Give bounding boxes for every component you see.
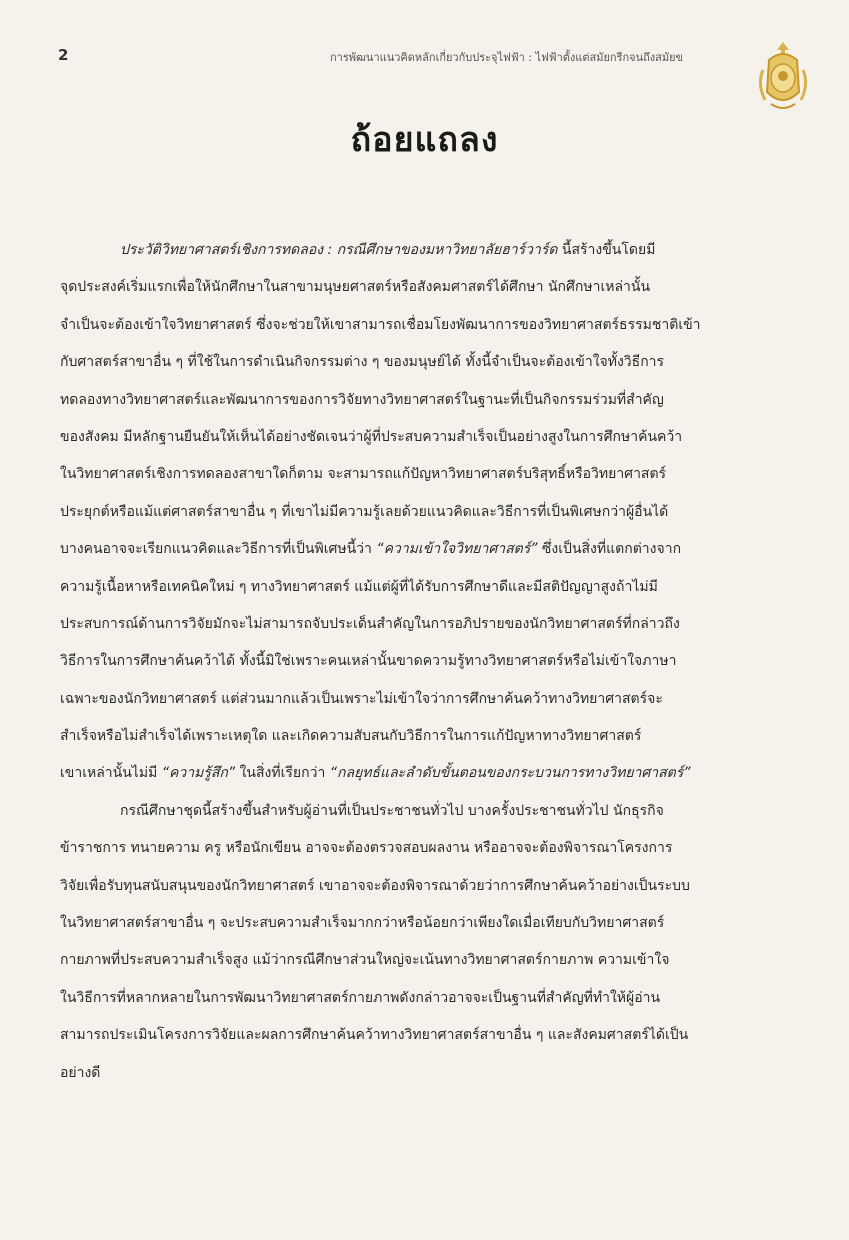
- paragraph-2-line: กรณีศึกษาชุดนี้สร้างขึ้นสำหรับผู้อ่านที่เป็นประชาชนทั่วไป บางครั้งประชาชนทั่วไป นักธุรกิจ: [120, 802, 664, 819]
- paragraph-1-line: จำเป็นจะต้องเข้าใจวิทยาศาสตร์ ซึ่งจะช่วยให้เขาสามารถเชื่อมโยงพัฒนาการของวิทยาศาสตร์ธรรมชาติเข้า: [60, 316, 701, 333]
- paragraph-2-line: วิจัยเพื่อรับทุนสนับสนุนของนักวิทยาศาสตร์ เขาอาจจะต้องพิจารณาด้วยว่าการศึกษาค้นคว้าอย่างเป็นระบบ: [60, 877, 690, 894]
- paragraph-1-line: ของสังคม มีหลักฐานยืนยันให้เห็นได้อย่างชัดเจนว่าผู้ที่ประสบความสำเร็จเป็นอย่างสูงในการศึกษาค้นคว้า: [60, 428, 683, 445]
- body-text: [60, 232, 805, 1092]
- italic-term: “กลยุทธ์และลำดับขั้นตอนของกระบวนการทางวิทยาศาสตร์”: [329, 765, 691, 782]
- paragraph-2-line: ในวิธีการที่หลากหลายในการพัฒนาวิทยาศาสตร์กายภาพดังกล่าวอาจจะเป็นฐานที่สำคัญที่ทำให้ผู้อ่าน: [60, 989, 661, 1006]
- italic-book-title: ประวัติวิทยาศาสตร์เชิงการทดลอง : กรณีศึกษาของมหาวิทยาลัยฮาร์วาร์ด: [120, 242, 558, 258]
- paragraph-2-line: สามารถประเมินโครงการวิจัยและผลการศึกษาค้นคว้าทางวิทยาศาสตร์สาขาอื่น ๆ และสังคมศาสตร์ได้เป็น: [60, 1027, 689, 1044]
- text-span: ซึ่งเป็นสิ่งที่แตกต่างจาก: [537, 541, 682, 558]
- paragraph-1-line: เฉพาะของนักวิทยาศาสตร์ แต่ส่วนมากแล้วเป็นเพราะไม่เข้าใจว่าการศึกษาค้นคว้าทางวิทยาศาสตร์จะ: [60, 690, 663, 707]
- paragraph-1-line: [60, 531, 805, 568]
- text-span: ในสิ่งที่เรียกว่า: [235, 765, 330, 782]
- paragraph-1-line: ประยุกต์หรือแม้แต่ศาสตร์สาขาอื่น ๆ ที่เขาไม่มีความรู้เลยด้วยแนวคิดและวิธีการที่เป็นพิเศษกว่าผู้อื่นได้: [60, 503, 669, 520]
- text-span: บางคนอาจจะเรียกแนวคิดและวิธีการที่เป็นพิเศษนี้ว่า: [60, 541, 377, 558]
- emblem-icon: [755, 40, 811, 114]
- paragraph-1-line: [60, 232, 805, 269]
- paragraph-1-line: ความรู้เนื้อหาหรือเทคนิคใหม่ ๆ ทางวิทยาศาสตร์ แม้แต่ผู้ที่ได้รับการศึกษาดีและมีสติปัญญาสูงถ้าไม่มี: [60, 578, 658, 595]
- text-span: เขาเหล่านั้นไม่มี: [60, 765, 162, 782]
- italic-term: “ความเข้าใจวิทยาศาสตร์”: [376, 541, 538, 558]
- paragraph-1-line: ทดลองทางวิทยาศาสตร์และพัฒนาการของการวิจัยทางวิทยาศาสตร์ในฐานะที่เป็นกิจกรรมร่วมที่สำคัญ: [60, 391, 664, 408]
- paragraph-1-line: กับศาสตร์สาขาอื่น ๆ ที่ใช้ในการดำเนินกิจกรรมต่าง ๆ ของมนุษย์ได้ ทั้งนี้จำเป็นจะต้องเข้าใจทั้งวิธีการ: [60, 354, 665, 371]
- page-title: ถ้อยแถลง: [350, 120, 499, 160]
- italic-term: “ความรู้สึก”: [161, 765, 236, 782]
- paragraph-2-line: ในวิทยาศาสตร์สาขาอื่น ๆ จะประสบความสำเร็จมากกว่าหรือน้อยกว่าเพียงใดเมื่อเทียบกับวิทยาศาสตร์: [60, 915, 665, 932]
- paragraph-1-line: [60, 755, 805, 792]
- paragraph-1-line: วิธีการในการศึกษาค้นคว้าได้ ทั้งนี้มิใช่เพราะคนเหล่านั้นขาดความรู้ทางวิทยาศาสตร์หรือไม่เข้าใจภาษา: [60, 653, 677, 670]
- paragraph-1-line: จุดประสงค์เริ่มแรกเพื่อให้นักศึกษาในสาขามนุษยศาสตร์หรือสังคมศาสตร์ได้ศึกษา นักศึกษาเหล่านั้น: [60, 279, 651, 296]
- paragraph-2-line: ข้าราชการ ทนายความ ครู หรือนักเขียน อาจจะต้องตรวจสอบผลงาน หรืออาจจะต้องพิจารณาโครงการ: [60, 840, 673, 857]
- page-number: 2: [58, 46, 69, 64]
- paragraph-2-line: อย่างดี: [60, 1064, 101, 1081]
- text-span: นี้สร้างขึ้นโดยมี: [557, 242, 656, 258]
- running-header: การพัฒนาแนวคิดหลักเกี่ยวกับประจุไฟฟ้า : ไฟฟ้าตั้งแต่สมัยกรีกจนถึงสมัยข: [330, 51, 684, 64]
- paragraph-1-line: ประสบการณ์ด้านการวิจัยมักจะไม่สามารถจับประเด็นสำคัญในการอภิปรายของนักวิทยาศาสตร์ที่กล่าวถึง: [60, 615, 680, 632]
- paragraph-2-line: กายภาพที่ประสบความสำเร็จสูง แม้ว่ากรณีศึกษาส่วนใหญ่จะเน้นทางวิทยาศาสตร์กายภาพ ความเข้าใจ: [60, 952, 670, 969]
- paragraph-1-line: สำเร็จหรือไม่สำเร็จได้เพราะเหตุใด และเกิดความสับสนกับวิธีการในการแก้ปัญหาทางวิทยาศาสตร์: [60, 728, 642, 745]
- paragraph-1-line: ในวิทยาศาสตร์เชิงการทดลองสาขาใดก็ตาม จะสามารถแก้ปัญหาวิทยาศาสตร์บริสุทธิ์หรือวิทยาศาสตร์: [60, 466, 667, 483]
